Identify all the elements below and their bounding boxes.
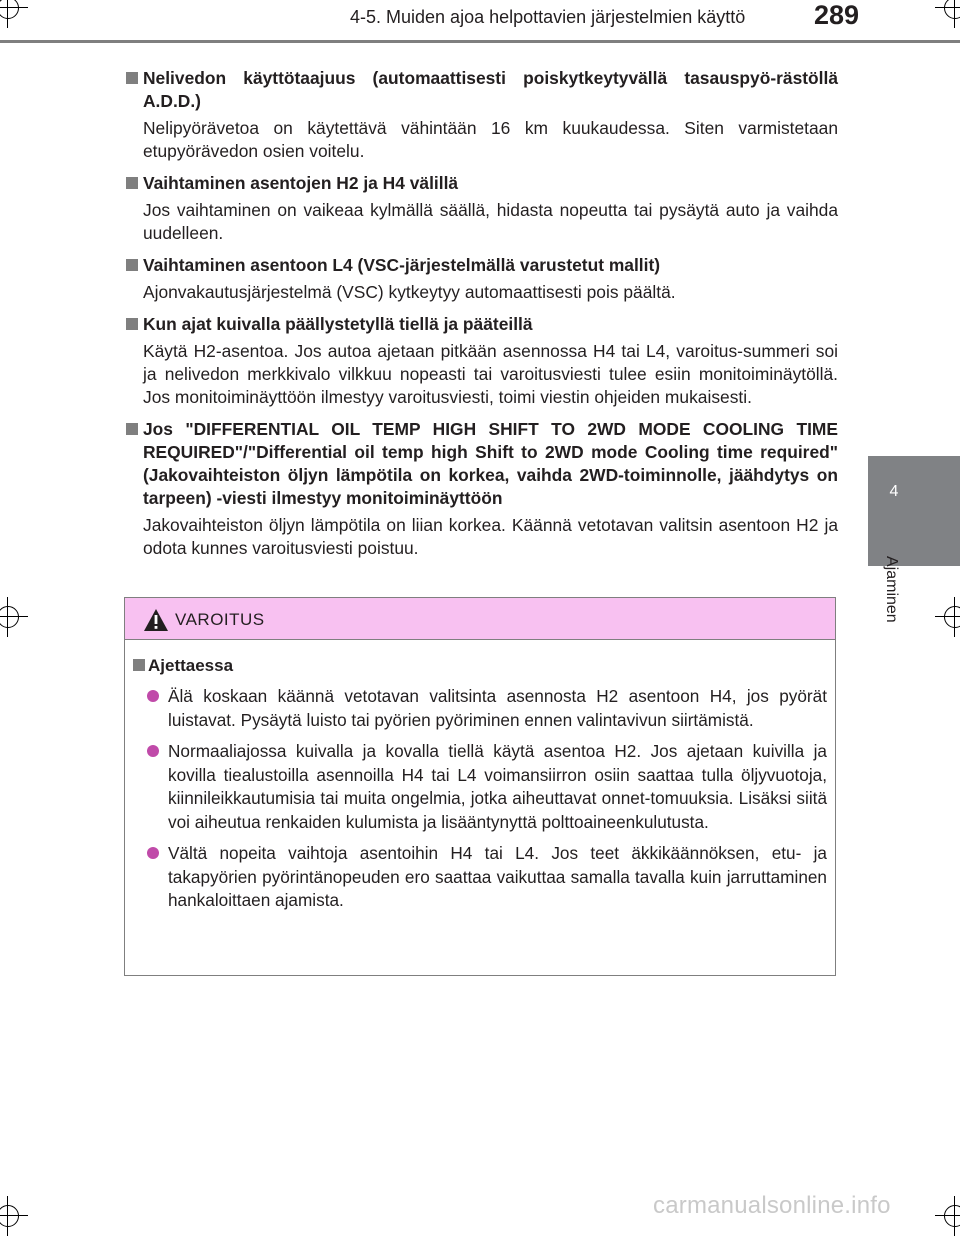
section xyxy=(124,67,838,163)
warning-bullet-text: Älä koskaan käännä vetotavan valitsinta asennosta H2 asentoon H4, jos pyörät luistavat. Pysäytä luisto tai pyörien pyöriminen ennen valintavivun siirtämistä. xyxy=(168,686,827,730)
square-bullet-icon xyxy=(126,259,138,271)
section-body: Nelipyörävetoa on käytettävä vähintään 16 km kuukaudessa. Siten varmistetaan etupyörävedon osien voitelu. xyxy=(143,118,838,161)
page-number: 289 xyxy=(814,0,860,30)
section-body: Jakovaihteiston öljyn lämpötila on liian korkea. Käännä vetotavan valitsin asentoon H2 ja odota kunnes varoitusviesti poistuu. xyxy=(143,515,838,558)
square-bullet-icon xyxy=(126,177,138,189)
footer-watermark: carmanualsonline.info xyxy=(653,1192,891,1219)
bullet-dot-icon xyxy=(147,847,159,859)
section-heading-text: Jos "DIFFERENTIAL OIL TEMP HIGH SHIFT TO 2WD MODE COOLING TIME REQUIRED"/"Differential oil temp high Shift to 2WD mode Cooling time required" (Jakovaihteiston öljyn lämpötila on korkea, vaihda 2WD-toiminnolle, jäähdytys on tarpeen) -viesti ilmestyy monitoiminäyttöön xyxy=(143,419,838,508)
chapter-number: 4 xyxy=(889,483,899,500)
warning-bullet-text: Normaaliajossa kuivalla ja kovalla tiellä käytä asentoa H2. Jos ajetaan kuivilla ja kovilla tiealustoilla asennoilla H4 tai L4 voimansiirron osiin saattaa tulla öljyvuotoja, kiinnileikkautumisia tai muita ongelmia, jotka aiheuttavat onnet-tomuuksia. Lisäksi siitä voi aiheutua renkaiden kulumista ja lisääntynyttä polttoaineenkulutusta. xyxy=(168,741,827,832)
section-body: Jos vaihtaminen on vaikeaa kylmällä säällä, hidasta nopeutta tai pysäytä auto ja vaihda uudelleen. xyxy=(143,200,838,243)
chapter-tab xyxy=(868,456,960,566)
section-heading xyxy=(124,313,838,336)
warning-bullet-item xyxy=(133,740,827,834)
section-heading xyxy=(124,172,838,195)
main-content xyxy=(124,67,838,569)
warning-bullet-text: Vältä nopeita vaihtoja asentoihin H4 tai L4. Jos teet äkkikäännöksen, etu- ja takapyörien pyörintänopeuden ero saattaa vaikuttaa samalla tavalla kuin jarruttaminen hankaloittaen ajamista. xyxy=(168,843,827,910)
section-heading-text: Vaihtaminen asentoon L4 (VSC-järjestelmällä varustetut mallit) xyxy=(143,255,661,275)
crop-mark-top-right xyxy=(935,0,960,28)
header-rule xyxy=(0,40,960,43)
section-body: Ajonvakautusjärjestelmä (VSC) kytkeytyy automaattisesti pois päältä. xyxy=(143,282,676,302)
square-bullet-icon xyxy=(126,72,138,84)
section-heading xyxy=(124,67,838,113)
running-header-title: 4-5. Muiden ajoa helpottavien järjestelmien käyttö xyxy=(350,7,746,27)
bullet-dot-icon xyxy=(147,690,159,702)
square-bullet-icon xyxy=(126,318,138,330)
bullet-dot-icon xyxy=(147,745,159,757)
warning-bullet-item xyxy=(133,842,827,913)
chapter-label-container xyxy=(882,556,910,636)
crop-mark-top-left xyxy=(0,0,28,28)
section xyxy=(124,313,838,409)
warning-header xyxy=(125,598,835,640)
warning-title: VAROITUS xyxy=(175,610,265,629)
section xyxy=(124,418,838,560)
warning-body xyxy=(125,640,835,913)
section-heading xyxy=(124,418,838,510)
section-body: Käytä H2-asentoa. Jos autoa ajetaan pitkään asennossa H4 tai L4, varoitus-summeri soi ja nelivedon merkkivalo vilkkuu nopeasti tai varoitusviesti tulee esiin monitoiminäytöllä. Jos monitoiminäyttöön ilmestyy varoitusviesti, toimi viestin ohjeiden mukaisesti. xyxy=(143,341,838,407)
warning-triangle-icon xyxy=(143,608,169,632)
section xyxy=(124,254,838,304)
section-heading-text: Nelivedon käyttötaajuus (automaattisesti poiskytkeytyvällä tasauspyö-rästöllä A.D.D.) xyxy=(143,68,838,111)
chapter-label: Ajaminen xyxy=(883,556,900,623)
crop-mark-mid-left xyxy=(0,597,28,637)
warning-heading xyxy=(133,654,827,677)
warning-box xyxy=(124,597,836,976)
crop-mark-bottom-right xyxy=(935,1196,960,1236)
square-bullet-icon xyxy=(126,423,138,435)
warning-bullet-item xyxy=(133,685,827,732)
crop-mark-mid-right xyxy=(935,597,960,637)
square-bullet-icon xyxy=(133,659,145,671)
section-heading-text: Vaihtaminen asentojen H2 ja H4 välillä xyxy=(143,173,459,193)
section xyxy=(124,172,838,245)
warning-heading-text: Ajettaessa xyxy=(148,656,234,675)
crop-mark-bottom-left xyxy=(0,1196,28,1236)
section-heading-text: Kun ajat kuivalla päällystetyllä tiellä ja pääteillä xyxy=(143,314,533,334)
section-heading xyxy=(124,254,838,277)
